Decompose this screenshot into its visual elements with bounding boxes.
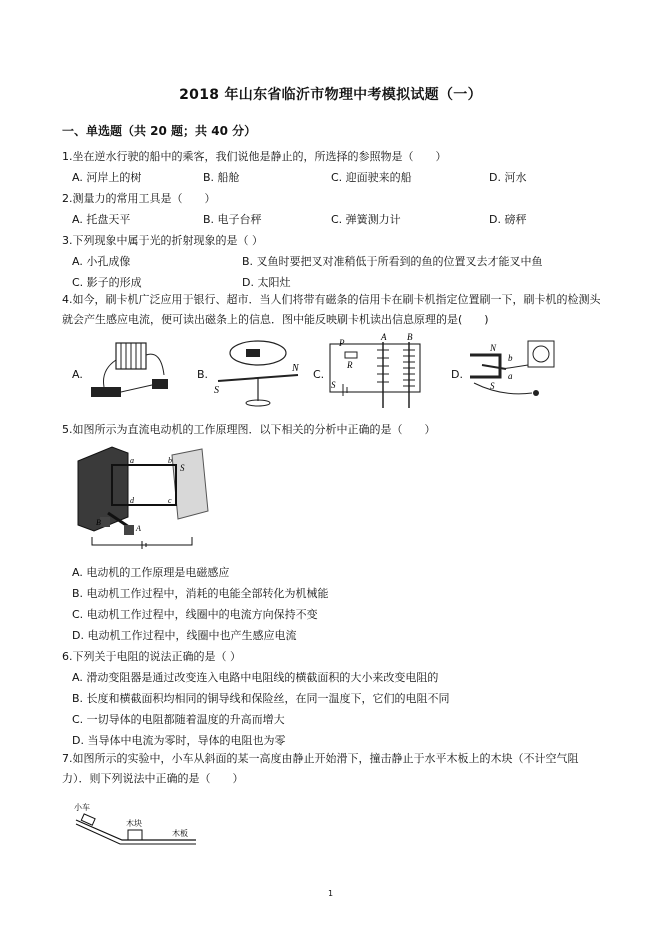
q4-b-label-s: S xyxy=(214,385,219,396)
q4-c-label-r: R xyxy=(347,360,353,370)
q3-option-b: B. 叉鱼时要把叉对准稍低于所看到的鱼的位置叉去才能叉中鱼 xyxy=(242,255,543,268)
q4-option-a-label: A. xyxy=(72,368,83,381)
q4-option-b-label: B. xyxy=(197,368,209,381)
q2-option-b: B. 电子台秤 xyxy=(203,213,262,226)
q5-label-a: a xyxy=(130,456,134,465)
q7-label-cart: 小车 xyxy=(74,803,90,812)
q4-d-label-a: a xyxy=(508,371,513,381)
q1-option-c: C. 迎面驶来的船 xyxy=(331,171,412,184)
q5-option-b: B. 电动机工作过程中，消耗的电能全部转化为机械能 xyxy=(72,587,329,600)
q4-option-d-label: D. xyxy=(451,368,463,381)
q4-d-label-s: S xyxy=(490,381,495,391)
q4-c-label-s: S xyxy=(331,380,336,390)
q5-option-d: D. 电动机工作过程中，线圈中也产生感应电流 xyxy=(72,629,297,642)
q6-option-a: A. 滑动变阻器是通过改变连入电路中电阻线的横截面积的大小来改变电阻的 xyxy=(72,671,439,684)
page-number: 1 xyxy=(327,889,334,898)
question-2-stem: 2.测量力的常用工具是（ ） xyxy=(62,192,216,205)
q5-label-b-brush: B xyxy=(96,518,101,527)
q1-option-b: B. 船舱 xyxy=(203,171,240,184)
q7-label-block: 木块 xyxy=(126,819,142,828)
q2-option-d: D. 磅秤 xyxy=(489,213,527,226)
q4-c-label-p: P xyxy=(339,338,345,348)
question-5-stem: 5.如图所示为直流电动机的工作原理图．以下相关的分析中正确的是（ ） xyxy=(62,423,436,436)
q5-label-a-brush: A xyxy=(136,524,141,533)
q4-option-c-label: C. xyxy=(313,368,325,381)
q4-c-label-a: A xyxy=(381,332,387,342)
q4-b-label-n: N xyxy=(292,363,299,374)
q6-option-b: B. 长度和横截面积均相同的铜导线和保险丝，在同一温度下，它们的电阻不同 xyxy=(72,692,450,705)
q6-option-d: D. 当导体中电流为零时，导体的电阻也为零 xyxy=(72,734,286,747)
q4-figure-d xyxy=(462,335,572,410)
question-7-stem: 7.如图所示的实验中，小车从斜面的某一高度由静止开始滑下，撞击静止于水平木板上的木块（不计空气阻力）．则下列说法中正确的是（ ） xyxy=(62,752,579,785)
q1-option-a: A. 河岸上的树 xyxy=(72,171,142,184)
section-heading: 一、单选题（共 20 题；共 40 分） xyxy=(62,124,257,138)
q2-option-a: A. 托盘天平 xyxy=(72,213,131,226)
q7-label-board: 木板 xyxy=(172,829,188,838)
q5-label-b: b xyxy=(168,456,172,465)
q5-label-s: S xyxy=(180,463,185,473)
q5-label-d: d xyxy=(130,496,134,505)
q3-option-a: A. 小孔成像 xyxy=(72,255,131,268)
q2-option-c: C. 弹簧测力计 xyxy=(331,213,401,226)
question-3-stem: 3.下列现象中属于光的折射现象的是（ ） xyxy=(62,234,263,247)
q4-d-label-n: N xyxy=(490,343,497,353)
q3-option-c: C. 影子的形成 xyxy=(72,276,142,289)
question-4-stem: 4.如今，刷卡机广泛应用于银行、超市．当人们将带有磁条的信用卡在刷卡机指定位置刷一下，刷卡机的检测头就会产生感应电流，便可读出磁条上的信息．图中能反映刷卡机读出信息原理的是( ) xyxy=(62,293,601,326)
q5-option-c: C. 电动机工作过程中，线圈中的电流方向保持不变 xyxy=(72,608,318,621)
q3-option-d: D. 太阳灶 xyxy=(242,276,291,289)
q1-option-d: D. 河水 xyxy=(489,171,527,184)
q4-figure-c xyxy=(325,332,430,412)
question-6-stem: 6.下列关于电阻的说法正确的是（ ） xyxy=(62,650,241,663)
q5-motor-figure xyxy=(72,441,212,551)
q4-d-label-b: b xyxy=(508,353,513,363)
question-1-stem: 1.坐在逆水行驶的船中的乘客，我们说他是静止的，所选择的参照物是（ ） xyxy=(62,150,447,163)
q5-label-c: c xyxy=(168,496,172,505)
q4-figure-b xyxy=(208,335,308,410)
q4-c-label-b: B xyxy=(407,332,413,342)
page-title: 2018 年山东省临沂市物理中考模拟试题（一） xyxy=(179,87,482,103)
q4-figure-a xyxy=(86,335,186,410)
q7-incline-figure xyxy=(72,800,202,852)
q6-option-c: C. 一切导体的电阻都随着温度的升高而增大 xyxy=(72,713,285,726)
q5-option-a: A. 电动机的工作原理是电磁感应 xyxy=(72,566,230,579)
